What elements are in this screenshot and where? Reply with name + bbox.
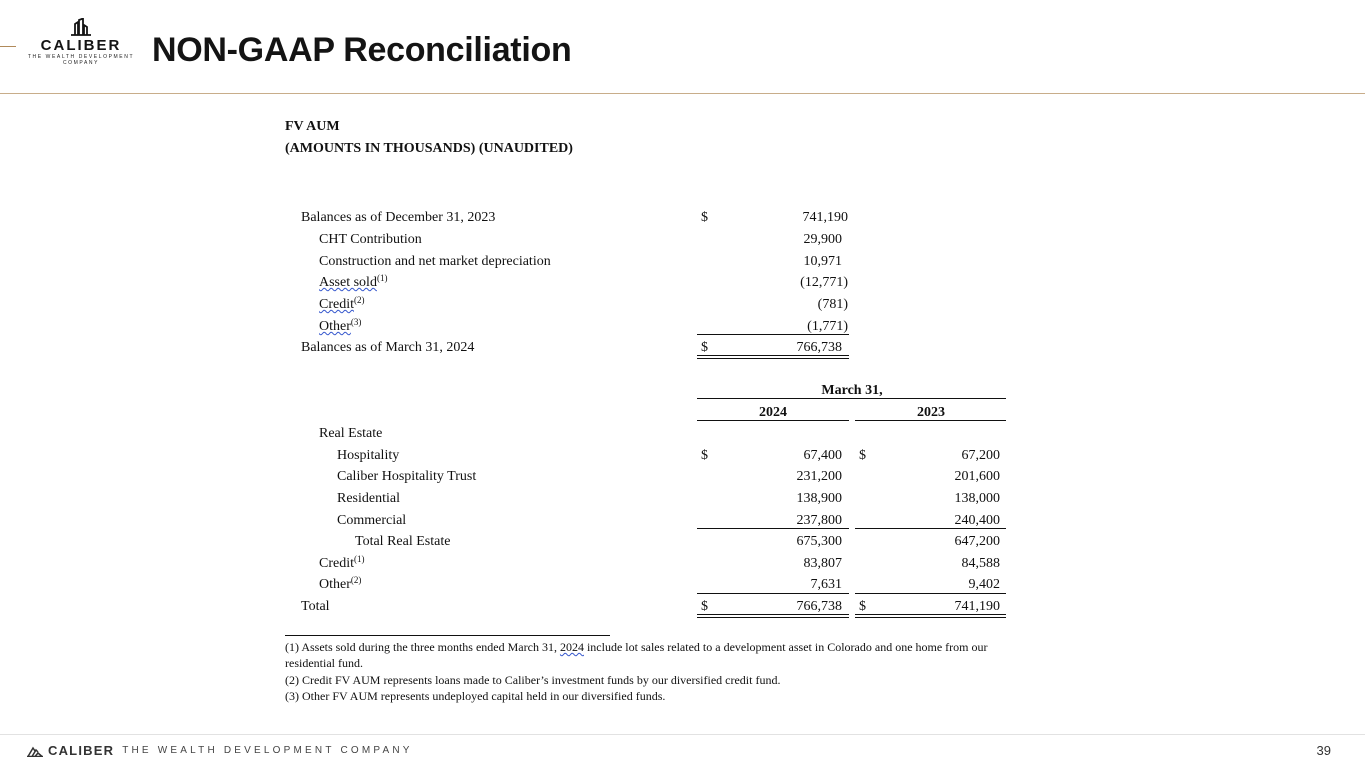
period-header: March 31, (821, 383, 883, 398)
cell-2024: 67,400 (803, 448, 842, 463)
footer-tagline: THE WEALTH DEVELOPMENT COMPANY (122, 745, 413, 756)
cell-2023: 201,600 (954, 469, 1000, 484)
row-value: 10,971 (803, 254, 842, 269)
row-label: Balances as of December 31, 2023 (301, 210, 496, 225)
row-label (319, 296, 365, 314)
section-title: FV AUM (285, 119, 340, 134)
row-label: Total (301, 599, 330, 614)
header-accent-line (0, 46, 16, 47)
total-double-rule (855, 614, 1006, 615)
logo-tagline-2: COMPANY (62, 60, 100, 66)
footnote-marker: (2) (354, 295, 365, 305)
footnote-3: (3) Other FV AUM represents undeployed capital held in our diversified funds. (285, 689, 666, 703)
row-value: (1,771) (807, 319, 848, 334)
total-double-rule (697, 358, 849, 359)
row-label (319, 555, 365, 573)
page-number: 39 (1316, 743, 1331, 758)
row-label: Commercial (337, 513, 407, 528)
logo-wordmark: CALIBER (40, 37, 122, 54)
column-rule (855, 420, 1006, 421)
currency-symbol: $ (701, 340, 708, 355)
currency-symbol: $ (701, 210, 708, 225)
row-label (319, 576, 361, 594)
subtotal-rule (697, 593, 849, 594)
footnote-year: 2024 (559, 640, 584, 654)
row-label (319, 318, 361, 336)
footnote-1 (285, 639, 988, 655)
cell-2023: 647,200 (954, 534, 1000, 549)
row-label: Total Real Estate (355, 534, 451, 549)
total-double-rule (697, 617, 849, 618)
currency-symbol: $ (701, 599, 708, 614)
label-text: Credit (319, 556, 354, 571)
caliber-logo (24, 18, 138, 66)
row-label: CHT Contribution (319, 232, 422, 247)
logo-tagline: THE WEALTH DEVELOPMENT (27, 54, 135, 60)
cell-2024: 231,200 (796, 469, 842, 484)
cell-2023: 138,000 (954, 491, 1000, 506)
row-value: (12,771) (800, 275, 848, 290)
footnote-text: include lot sales related to a development asset in Colorado and one home from our (583, 640, 988, 654)
total-double-rule (697, 614, 849, 615)
row-label: Real Estate (319, 426, 383, 441)
footnote-marker: (3) (350, 317, 362, 327)
footnote-separator (285, 635, 610, 636)
row-value: 766,738 (796, 340, 842, 355)
row-label: Residential (337, 491, 400, 506)
label-text: Asset sold (319, 275, 377, 290)
page-title: NON-GAAP Reconciliation (152, 31, 572, 69)
cell-2024: 237,800 (796, 513, 842, 528)
row-label: Balances as of March 31, 2024 (301, 340, 475, 355)
footnote-marker: (1) (376, 273, 388, 283)
row-label: Caliber Hospitality Trust (337, 469, 477, 484)
label-text: Other (319, 319, 351, 334)
currency-symbol: $ (701, 448, 708, 463)
building-logo-icon (69, 18, 93, 36)
footer-wordmark: CALIBER (48, 743, 115, 758)
cell-2023: 741,190 (954, 599, 1000, 614)
currency-symbol: $ (859, 448, 866, 463)
footer-logo (26, 743, 413, 758)
row-value: 741,190 (802, 210, 848, 225)
cell-2024: 7,631 (810, 577, 842, 592)
row-label (319, 274, 387, 292)
column-header-2024: 2024 (759, 405, 787, 420)
building-logo-icon (26, 744, 44, 757)
cell-2023: 9,402 (968, 577, 1000, 592)
label-text: Other (319, 577, 351, 592)
footer-divider (0, 734, 1365, 735)
cell-2024: 766,738 (796, 599, 842, 614)
subtotal-rule (855, 528, 1006, 529)
cell-2023: 67,200 (961, 448, 1000, 463)
cell-2024: 83,807 (803, 556, 842, 571)
total-double-rule (855, 617, 1006, 618)
footnote-1-continued: residential fund. (285, 656, 363, 670)
footnote-2: (2) Credit FV AUM represents loans made to Caliber’s investment funds by our diversified credit fund. (285, 673, 781, 687)
header-divider (0, 93, 1365, 94)
row-value: 29,900 (803, 232, 842, 247)
row-label: Hospitality (337, 448, 400, 463)
subtotal-rule (855, 593, 1006, 594)
footnote-text: (1) Assets sold during the three months ended March 31, (285, 640, 560, 654)
label-text: Credit (319, 297, 354, 312)
header-rule (697, 398, 1006, 399)
subtotal-rule (697, 528, 849, 529)
cell-2023: 240,400 (954, 513, 1000, 528)
total-double-rule (697, 355, 849, 356)
column-header-2023: 2023 (917, 405, 945, 420)
cell-2024: 138,900 (796, 491, 842, 506)
row-value: (781) (817, 297, 848, 312)
currency-symbol: $ (859, 599, 866, 614)
column-rule (697, 420, 849, 421)
cell-2023: 84,588 (961, 556, 1000, 571)
section-subtitle: (AMOUNTS IN THOUSANDS) (UNAUDITED) (285, 141, 573, 156)
footnote-marker: (2) (350, 575, 362, 585)
cell-2024: 675,300 (796, 534, 842, 549)
row-label: Construction and net market depreciation (319, 254, 551, 269)
subtotal-rule (697, 334, 849, 335)
footnote-marker: (1) (354, 554, 365, 564)
